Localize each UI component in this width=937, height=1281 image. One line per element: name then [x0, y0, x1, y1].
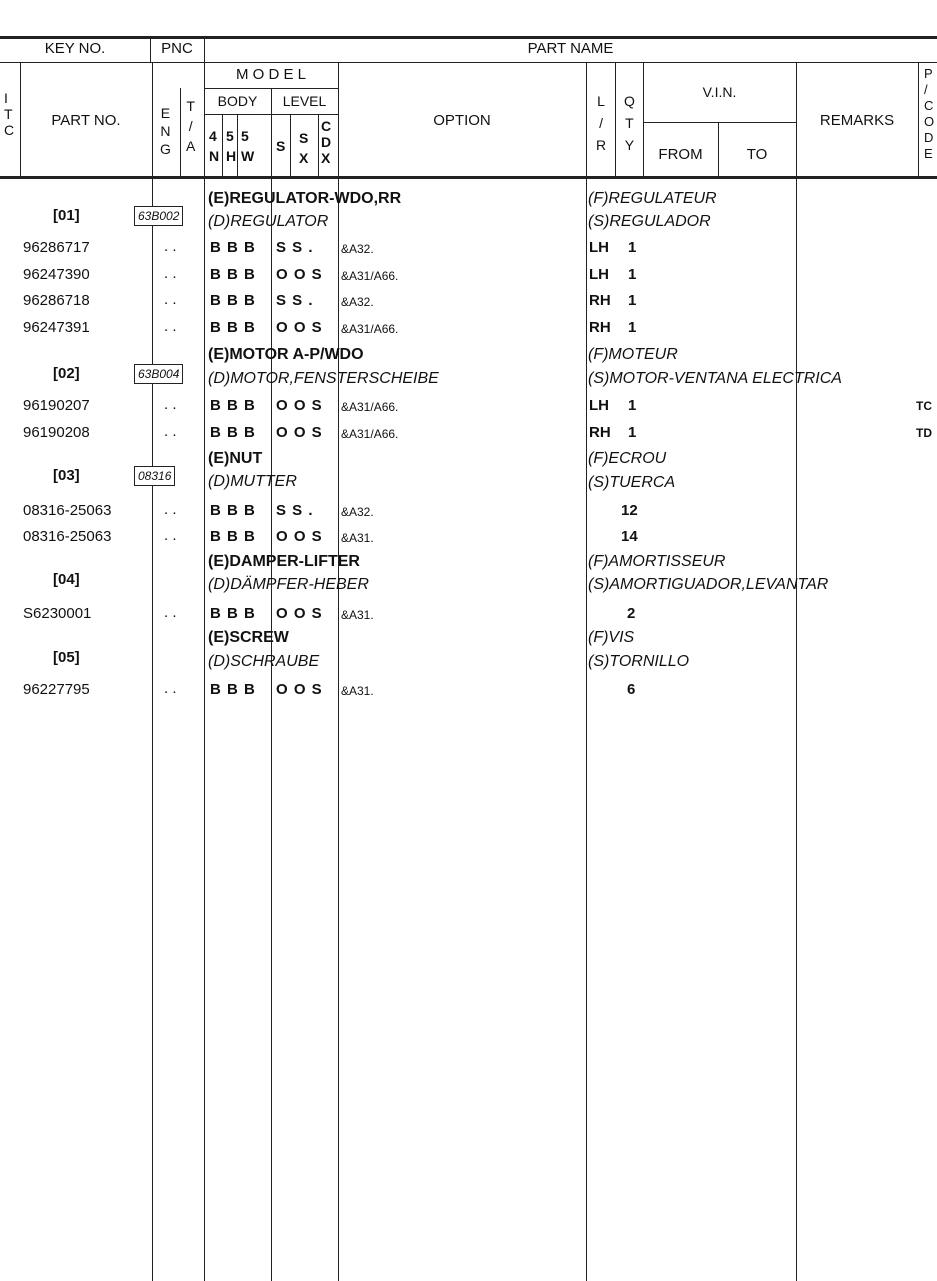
vline-cde [818, 62, 819, 63]
vline-level-option [338, 62, 339, 1281]
part-name-fr: (F)ECROU [588, 450, 667, 467]
body-col-5w: 5 W [241, 128, 255, 164]
option-code: &A31. [341, 531, 374, 545]
ta-header: T / A [186, 98, 196, 154]
part-name-fr: (F)VIS [588, 629, 635, 646]
eng-ta: . . [164, 527, 177, 544]
lr-side: LH [589, 239, 609, 256]
part-name-es: (S)TUERCA [588, 474, 676, 491]
part-number: 96286717 [23, 239, 90, 256]
part-name-es: (S)MOTOR-VENTANA ELECTRICA [588, 370, 842, 387]
quantity: 12 [621, 502, 638, 519]
body-codes: B B B [210, 605, 256, 622]
part-name-es: (S)AMORTIGUADOR,LEVANTAR [588, 576, 829, 593]
part-name-header: PART NAME [527, 40, 614, 57]
body-codes: B B B [210, 266, 256, 283]
eng-header: E N G [160, 105, 171, 157]
option-code: &A31. [341, 684, 374, 698]
vline-ta-sub [180, 88, 181, 178]
part-name-de: (D)REGULATOR [208, 213, 329, 230]
level-codes: S S . [276, 239, 314, 256]
quantity: 1 [628, 266, 637, 283]
vline-lr-qty [615, 62, 616, 178]
lr-header: L / R [596, 93, 607, 153]
option-code: &A32. [341, 242, 374, 256]
top-rule [0, 36, 937, 39]
part-name-fr: (F)AMORTISSEUR [588, 553, 726, 570]
eng-ta: . . [164, 396, 177, 413]
level-col-cdx: C D X [321, 118, 332, 166]
vline-remarks-pcode [918, 62, 919, 178]
vline-vin-remarks [796, 62, 797, 1281]
vline-ta-body [204, 62, 205, 1281]
body-codes: B B B [210, 502, 256, 519]
option-code: &A31/A66. [341, 427, 399, 441]
part-number: 08316-25063 [23, 502, 112, 519]
option-code: &A32. [341, 505, 374, 519]
product-code: TD [916, 426, 932, 440]
part-no-header: PART NO. [51, 112, 121, 129]
part-number: 96227795 [23, 681, 90, 698]
body-codes: B B B [210, 397, 256, 414]
qty-header: Q T Y [624, 93, 635, 153]
vline-body-4 [222, 114, 223, 178]
vin-rule [643, 122, 796, 123]
lr-side: LH [589, 397, 609, 414]
vin-header: V.I.N. [702, 84, 737, 100]
option-code: &A31/A66. [341, 400, 399, 414]
option-code: &A31. [341, 608, 374, 622]
part-name-es: (S)REGULADOR [588, 213, 711, 230]
level-codes: S S . [276, 292, 314, 309]
eng-ta: . . [164, 501, 177, 518]
option-header: OPTION [433, 112, 491, 129]
vline-option-lr [586, 62, 587, 1281]
eng-ta: . . [164, 291, 177, 308]
eng-ta: . . [164, 680, 177, 697]
level-col-sx: S X [299, 130, 309, 166]
level-codes: S S . [276, 502, 314, 519]
part-name-de: (D)MOTOR,FENSTERSCHEIBE [208, 370, 439, 387]
quantity: 6 [627, 681, 636, 698]
level-header: LEVEL [282, 93, 327, 109]
vline-partno-eng [152, 62, 153, 1281]
model-header: M O D E L [235, 66, 306, 83]
part-name-es: (S)TORNILLO [588, 653, 690, 670]
vin-to-header: TO [746, 146, 768, 163]
quantity: 2 [627, 605, 636, 622]
body-header: BODY [217, 93, 258, 109]
part-name-de: (D)SCHRAUBE [208, 653, 320, 670]
body-codes: B B B [210, 239, 256, 256]
part-name-de: (D)MUTTER [208, 473, 297, 490]
level-codes: O O S [276, 319, 323, 336]
itc-header: I T C [4, 90, 15, 138]
vin-from-header: FROM [658, 146, 703, 163]
eng-ta: . . [164, 423, 177, 440]
part-number: 96190207 [23, 397, 90, 414]
pnc-box: 63B002 [134, 206, 183, 226]
body-col-5h: 5 H [226, 128, 237, 164]
part-number: 96247391 [23, 319, 90, 336]
eng-ta: . . [164, 318, 177, 335]
vline-level-sx [318, 114, 319, 178]
quantity: 1 [628, 397, 637, 414]
level-codes: O O S [276, 266, 323, 283]
eng-ta: . . [164, 265, 177, 282]
group-key: [04] [53, 571, 80, 588]
part-number: 96286718 [23, 292, 90, 309]
group-key: [05] [53, 649, 80, 666]
part-number: 96190208 [23, 424, 90, 441]
quantity: 1 [628, 424, 637, 441]
lr-side: RH [589, 292, 611, 309]
quantity: 14 [621, 528, 638, 545]
part-name-en: (E)REGULATOR-WDO,RR [208, 190, 402, 207]
vline-body-level-full [271, 114, 272, 1281]
level-codes: O O S [276, 424, 323, 441]
lr-side: LH [589, 266, 609, 283]
part-name-en: (E)DAMPER-LIFTER [208, 553, 360, 570]
group-key: [03] [53, 467, 80, 484]
body-codes: B B B [210, 681, 256, 698]
body-codes: B B B [210, 292, 256, 309]
part-name-fr: (F)MOTEUR [588, 346, 678, 363]
level-codes: O O S [276, 681, 323, 698]
option-code: &A32. [341, 295, 374, 309]
eng-ta: . . [164, 604, 177, 621]
group-key: [02] [53, 365, 80, 382]
quantity: 1 [628, 239, 637, 256]
quantity: 1 [628, 292, 637, 309]
lr-side: RH [589, 319, 611, 336]
part-name-de: (D)DÄMPFER-HEBER [208, 576, 369, 593]
lr-side: RH [589, 424, 611, 441]
level-codes: O O S [276, 528, 323, 545]
pnc-box: 08316 [134, 466, 175, 486]
pcode-header: P / C O D E [924, 66, 935, 161]
eng-ta: . . [164, 238, 177, 255]
group-key: [01] [53, 207, 80, 224]
quantity: 1 [628, 319, 637, 336]
part-name-en: (E)NUT [208, 450, 263, 467]
level-col-s: S [276, 138, 286, 154]
part-number: 96247390 [23, 266, 90, 283]
body-codes: B B B [210, 424, 256, 441]
part-name-fr: (F)REGULATEUR [588, 190, 717, 207]
body-codes: B B B [210, 528, 256, 545]
pnc-box: 63B004 [134, 364, 183, 384]
vline-level-s [290, 114, 291, 178]
product-code: TC [916, 399, 932, 413]
remarks-header: REMARKS [819, 112, 895, 129]
key-no-header: KEY NO. [44, 40, 106, 57]
level-codes: O O S [276, 397, 323, 414]
part-number: 08316-25063 [23, 528, 112, 545]
part-number: S6230001 [23, 605, 92, 622]
part-name-en: (E)MOTOR A-P/WDO [208, 346, 364, 363]
body-col-4n: 4 N [209, 128, 220, 164]
body-codes: B B B [210, 319, 256, 336]
level-codes: O O S [276, 605, 323, 622]
part-name-en: (E)SCREW [208, 629, 289, 646]
option-code: &A31/A66. [341, 322, 399, 336]
vline-body-5h [237, 114, 238, 178]
option-code: &A31/A66. [341, 269, 399, 283]
pnc-header: PNC [161, 40, 193, 57]
